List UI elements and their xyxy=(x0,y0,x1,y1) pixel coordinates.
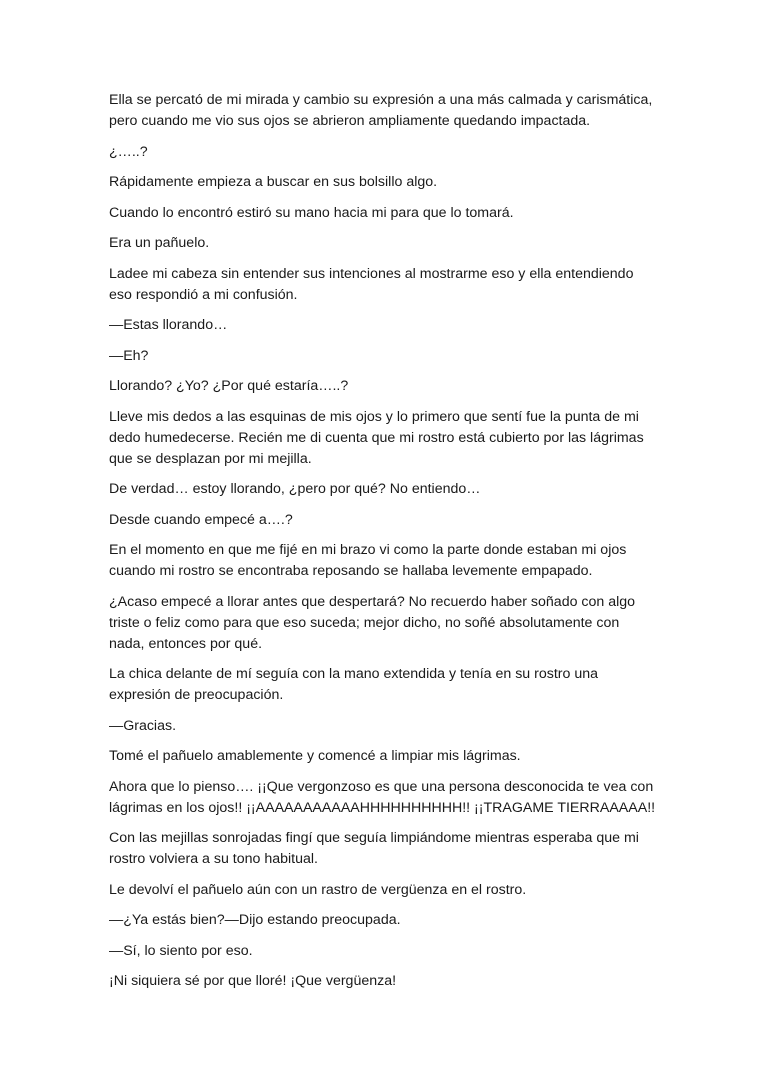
paragraph: ¿…..? xyxy=(109,143,148,160)
paragraph: Ella se percató de mi mirada y cambio su expresión a una más calmada y carismática, pero cuando me vio sus ojos se abrieron ampliamente quedando impactada. xyxy=(109,92,653,129)
paragraph: Ahora que lo pienso…. ¡¡Que vergonzoso es que una persona desconocida te vea con lágrimas en los ojos!! ¡¡AAAAAAAAAAAHHHHHHHHHH!! ¡¡TRAGAME TIERRAAAAA!! xyxy=(109,778,656,816)
paragraph: Era un pañuelo. xyxy=(109,235,210,251)
paragraph: Rápidamente empieza a buscar en sus bolsillo algo. xyxy=(109,174,438,190)
paragraph: Tomé el pañuelo amablemente y comencé a limpiar mis lágrimas. xyxy=(109,748,521,764)
paragraph: Le devolví el pañuelo aún con un rastro de vergüenza en el rostro. xyxy=(109,881,527,898)
paragraph: En el momento en que me fijé en mi brazo vi como la parte donde estaban mi ojos cuando mi rostro se encontraba reposando se hallaba levemente empapado. xyxy=(109,542,627,579)
paragraph: Lleve mis dedos a las esquinas de mis ojos y lo primero que sentí fue la punta de mi dedo humedecerse. Recién me di cuenta que mi rostro está cubierto por las lágrimas que se desplazan por mi mejilla. xyxy=(109,408,644,467)
paragraph: —Eh? xyxy=(109,347,149,364)
paragraph: —Estas llorando… xyxy=(109,317,228,333)
paragraph: Desde cuando empecé a….? xyxy=(109,511,293,528)
paragraph: —Sí, lo siento por eso. xyxy=(109,942,253,959)
paragraph: Llorando? ¿Yo? ¿Por qué estaría…..? xyxy=(109,378,349,394)
paragraph: La chica delante de mí seguía con la mano extendida y tenía en su rostro una expresión de preocupación. xyxy=(109,666,598,703)
paragraph: Con las mejillas sonrojadas fingí que seguía limpiándome mientras esperaba que mi rostro volviera a su tono habitual. xyxy=(109,830,639,867)
document-body xyxy=(109,90,657,1002)
paragraph: —Gracias. xyxy=(109,717,177,734)
paragraph: Cuando lo encontró estiró su mano hacia mi para que lo tomará. xyxy=(109,204,514,221)
paragraph: —¿Ya estás bien?—Dijo estando preocupada. xyxy=(109,912,401,928)
paragraph: ¡Ni siquiera sé por que lloré! ¡Que vergüenza! xyxy=(109,973,397,989)
paragraph: De verdad… estoy llorando, ¿pero por qué? No entiendo… xyxy=(109,481,481,497)
paragraph: ¿Acaso empecé a llorar antes que despertará? No recuerdo haber soñado con algo triste o feliz como para que eso suceda; mejor dicho, no soñé absolutamente con nada, entonces por qué. xyxy=(109,593,636,652)
paragraph: Ladee mi cabeza sin entender sus intenciones al mostrarme eso y ella entendiendo eso respondió a mi confusión. xyxy=(109,265,634,303)
